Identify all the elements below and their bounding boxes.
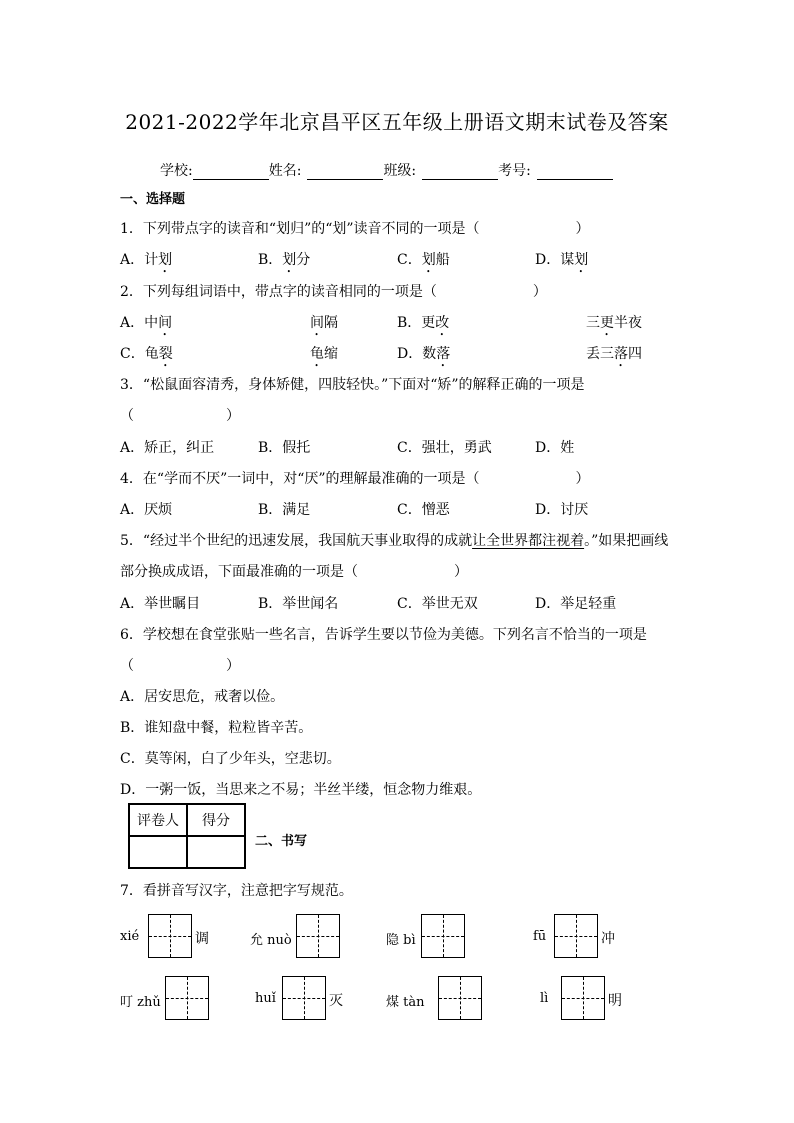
question-5-text: 5．“经过半个世纪的迅速发展，我国航天事业取得的成就让全世界都注视着。”如果把画线	[120, 533, 669, 549]
score-cell[interactable]	[187, 836, 245, 868]
question-7-text: 7．看拼音写汉字，注意把字写规范。	[120, 883, 353, 899]
q4-option-b[interactable]: B．满足	[258, 502, 311, 518]
q2-option-c-word2: 龟缩	[310, 346, 338, 362]
question-6-paren: （ ）	[120, 658, 240, 674]
pinyin-nuo: 允 nuò	[250, 933, 292, 948]
class-label: 班级:	[383, 163, 417, 179]
question-3-text: 3．“松鼠面容清秀，身体矫健，四肢轻快。”下面对“矫”的解释正确的一项是	[120, 377, 585, 393]
number-field[interactable]	[537, 165, 613, 180]
char-ming: 明	[608, 993, 622, 1009]
q4-option-a[interactable]: A．厌烦	[120, 502, 173, 518]
underlined-phrase: 让全世界都注视着	[472, 533, 585, 549]
section-choice-heading: 一、选择题	[120, 192, 186, 207]
question-1-paren: ）	[575, 221, 590, 237]
pinyin-hui: huǐ	[255, 991, 276, 1006]
question-2-text: 2．下列每组词语中，带点字的读音相同的一项是（	[120, 284, 437, 300]
q4-option-c[interactable]: C．憎恶	[397, 502, 450, 518]
q2-option-b[interactable]: B．更改	[397, 315, 450, 331]
q4-option-d[interactable]: D．讨厌	[535, 502, 589, 518]
question-1	[120, 218, 590, 238]
score-table	[128, 803, 246, 869]
school-field[interactable]	[193, 165, 269, 180]
score-header: 得分	[187, 804, 245, 836]
name-field[interactable]	[307, 165, 383, 180]
q1-option-a[interactable]: A．计划	[120, 252, 173, 268]
pinyin-fu: fū	[533, 929, 547, 944]
question-6-text: 6．学校想在食堂张贴一些名言，告诉学生要以节俭为美德。下列名言不恰当的一项是	[120, 627, 647, 643]
number-label: 考号:	[498, 163, 531, 179]
question-5-line2: 部分换成成语，下面最准确的一项是（ ）	[120, 564, 468, 580]
char-mie: 灭	[329, 993, 343, 1009]
class-field[interactable]	[422, 165, 498, 180]
grader-header: 评卷人	[129, 804, 187, 836]
school-label: 学校:	[160, 163, 193, 179]
writing-box[interactable]	[438, 976, 482, 1020]
writing-box[interactable]	[554, 914, 598, 958]
writing-box[interactable]	[421, 914, 465, 958]
q6-option-c[interactable]: C．莫等闲，白了少年头，空悲切。	[120, 751, 341, 767]
question-3-paren: （ ）	[120, 408, 240, 424]
pinyin-xie: xié	[120, 929, 140, 944]
q5-option-b[interactable]: B．举世闻名	[258, 596, 339, 612]
question-4: 4．在“学而不厌”一词中，对“厌”的理解最准确的一项是（ ）	[120, 471, 590, 487]
q2-option-a-word2: 间隔	[310, 315, 338, 331]
question-2: 2．下列每组词语中，带点字的读音相同的一项是（ ）	[120, 284, 547, 300]
q5-option-d[interactable]: D．举足轻重	[535, 596, 617, 612]
writing-box[interactable]	[148, 914, 192, 958]
pinyin-zhu: 叮 zhǔ	[120, 995, 161, 1010]
q5-option-c[interactable]: C．举世无双	[397, 596, 478, 612]
q2-option-d[interactable]: D．数落	[397, 346, 451, 362]
q6-option-a[interactable]: A．居安思危，戒奢以俭。	[120, 689, 285, 705]
q3-option-c[interactable]: C．强壮，勇武	[397, 440, 492, 456]
writing-box[interactable]	[296, 914, 340, 958]
student-info-line	[160, 160, 613, 180]
page-title: 2021-2022学年北京昌平区五年级上册语文期末试卷及答案	[125, 110, 669, 134]
q6-option-d[interactable]: D．一粥一饭，当思来之不易；半丝半缕，恒念物力维艰。	[120, 782, 482, 798]
question-4-text: 4．在“学而不厌”一词中，对“厌”的理解最准确的一项是（	[120, 471, 480, 487]
writing-box[interactable]	[282, 976, 326, 1020]
pinyin-tan: 煤 tàn	[386, 995, 425, 1010]
pinyin-bi: 隐 bì	[386, 933, 416, 948]
section-writing-heading: 二、书写	[255, 834, 308, 849]
name-label: 姓名:	[268, 163, 302, 179]
q2-option-b-word2: 三更半夜	[586, 315, 642, 331]
q2-option-c[interactable]: C．龟裂	[120, 346, 173, 362]
pinyin-li: lì	[540, 991, 549, 1006]
q1-option-b[interactable]: B．划分	[258, 252, 311, 268]
q1-option-c[interactable]: C．划船	[397, 252, 450, 268]
writing-box[interactable]	[165, 976, 209, 1020]
q2-option-a[interactable]: A．中间	[120, 315, 173, 331]
q1-option-d[interactable]: D．谋划	[535, 252, 589, 268]
q3-option-d[interactable]: D．姓	[535, 440, 575, 456]
q3-option-b[interactable]: B．假托	[258, 440, 311, 456]
grader-cell[interactable]	[129, 836, 187, 868]
q3-option-a[interactable]: A．矫正，纠正	[120, 440, 215, 456]
question-1-text: 1．下列带点字的读音和“划归”的“划”读音不同的一项是（	[120, 221, 480, 237]
q5-option-a[interactable]: A．举世瞩目	[120, 596, 201, 612]
char-chong: 冲	[601, 931, 615, 947]
q6-option-b[interactable]: B．谁知盘中餐，粒粒皆辛苦。	[120, 720, 313, 736]
q2-option-d-word2: 丢三落四	[586, 346, 642, 362]
writing-box[interactable]	[561, 976, 605, 1020]
char-tiao: 调	[195, 931, 209, 947]
